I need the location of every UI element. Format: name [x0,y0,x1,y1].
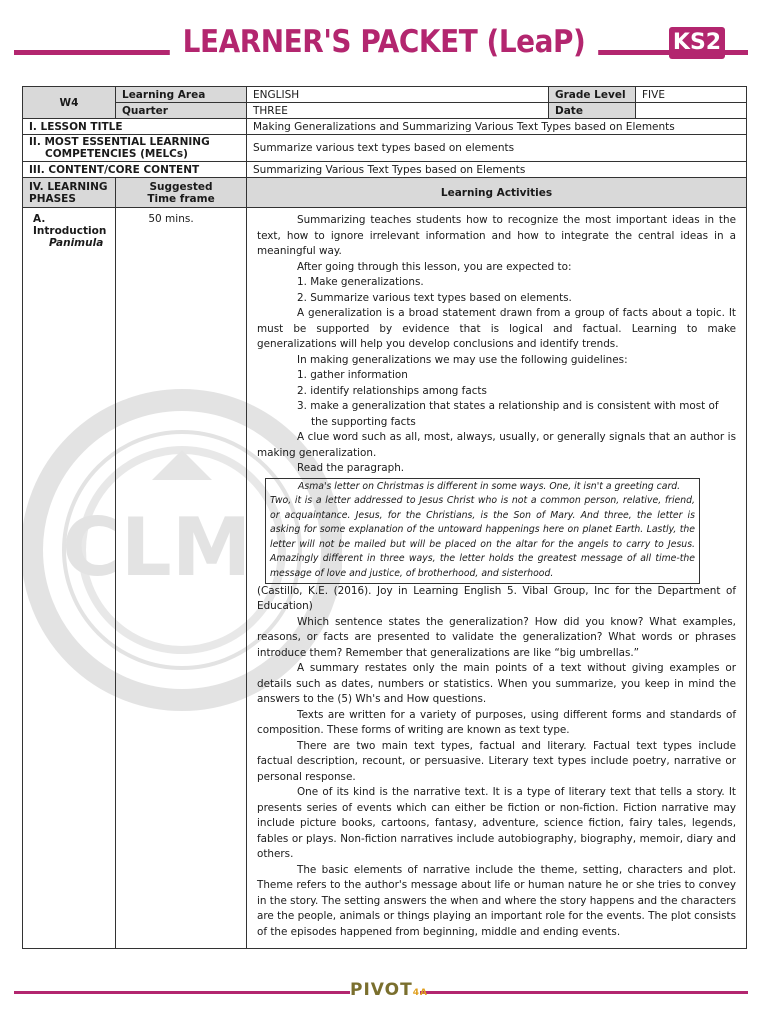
paragraph-read-instruction: Read the paragraph. [297,462,405,474]
paragraph-summary-definition: A summary restates only the main points of a text without giving examples or details such as dates, numbers or statistics. When you summarize, you keep in mind the answers to the (5) Wh's and How questions. [257,662,736,706]
learning-activities-content [247,208,747,949]
phase-introduction-title: A. Introduction [33,213,107,237]
phase-introduction [23,208,116,949]
guideline-item: 1. gather information [297,369,408,381]
melc-label-line2: COMPETENCIES (MELCs) [45,148,188,160]
lesson-title-value: Making Generalizations and Summarizing Various Text Types based on Elements [247,119,747,135]
paragraph-objectives-lead: After going through this lesson, you are expected to: [297,260,572,273]
time-frame-header-line2: Time frame [147,192,215,205]
passage-citation: (Castillo, K.E. (2016). Joy in Learning English 5. Vibal Group, Inc for the Department of Education) [257,584,736,613]
lesson-title-label: I. LESSON TITLE [23,119,247,135]
learning-area-label: Learning Area [116,87,247,103]
learning-area-value: ENGLISH [247,87,549,103]
paragraph-summarizing-intro: Summarizing teaches students how to recognize the most important ideas in the text, how to ignore irrelevant information and how to integrate the central ideas in a meaningful way. [257,214,736,257]
learning-phases-header: IV. LEARNING PHASES [23,178,116,208]
pivot-logo [350,980,428,1000]
date-value [636,103,747,119]
packet-title: LEARNER'S PACKET (LeaP) [38,24,729,60]
paragraph-narrative-elements: The basic elements of narrative include the theme, setting, characters and plot. Theme refers to the author's message about life or human nature he or she tries to convey in the story. The setting answers the when and where the story happens and the characters are the people, animals or things playing an important role for the events. The plot consists of the episodes happened from beginning, middle and ending events. [257,863,736,938]
paragraph-text-types-intro: Texts are written for a variety of purposes, using different forms and standards of composition. These forms of writing are known as text type. [257,708,736,737]
melc-label [23,135,247,162]
reading-passage-box [265,478,700,584]
paragraph-clue-words: A clue word such as all, most, always, usually, or generally signals that an author is making generalization. [257,431,736,459]
melc-label-line1: II. MOST ESSENTIAL LEARNING [29,136,210,148]
key-stage-badge: KS2 [669,27,725,59]
time-frame-header [116,178,247,208]
paragraph-main-text-types: There are two main text types, factual and literary. Factual text types include factual description, recount, or persuasive. Literary text types include poetry, narrative or personal response. [257,739,736,783]
content-label: III. CONTENT/CORE CONTENT [23,162,247,178]
guideline-item-continued: the supporting facts [311,415,416,428]
objective-item: 2. Summarize various text types based on elements. [297,291,572,304]
grade-level-label: Grade Level [549,87,636,103]
phase-introduction-time: 50 mins. [116,208,247,949]
quarter-label: Quarter [116,103,247,119]
melc-value: Summarize various text types based on elements [247,135,747,162]
paragraph-generalization-questions: Which sentence states the generalization? How did you know? What examples, reasons, or facts are presented to validate the generalization? What words or phrases introduce them? Remember that generalizations are like “big umbrellas.” [257,615,736,659]
learning-activities-header: Learning Activities [247,178,747,208]
reading-passage-line1: Asma's letter on Christmas is different in some ways. One, it isn't a greeting card. [298,480,681,492]
content-value: Summarizing Various Text Types based on Elements [247,162,747,178]
week-cell: W4 [23,87,116,119]
paragraph-narrative-text: One of its kind is the narrative text. It is a type of literary text that tells a story. It presents series of events which can either be fiction or non-fiction. Fiction narrative may include picture books, cartoons, fantasy, adventure, science fiction, fairy tales, legends, fables or plays. Non-fiction narratives include autobiography, biography, memoir, diary and others. [257,786,736,861]
guideline-item: 2. identify relationships among facts [297,384,487,397]
objective-item: 1. Make generalizations. [297,276,424,288]
lesson-table [22,86,747,949]
time-frame-header-line1: Suggested [149,180,213,193]
paragraph-guidelines-lead: In making generalizations we may use the following guidelines: [297,353,628,366]
date-label: Date [549,103,636,119]
pivot-logo-accent: 4A [412,988,428,998]
guideline-item: 3. make a generalization that states a relationship and is consistent with most of [297,400,719,412]
phase-introduction-subtitle: Panimula [49,237,104,249]
watermark-text: CLM [62,501,252,594]
quarter-value: THREE [247,103,549,119]
paragraph-generalization-definition: A generalization is a broad statement drawn from a group of facts about a topic. It must be supported by evidence that is logical and factual. Learning to make generalizations will help you develop conclusions and identify trends. [257,307,736,350]
pivot-logo-text: PIVOT [350,980,413,1000]
reading-passage-body: Two, it is a letter addressed to Jesus Christ who is not a common person, relative, friend, or acquaintance. Jesus, for the Christians, is the Son of Mary. And three, the letter is asking for some explanation of the untoward happenings here on planet Earth. Lastly, the letter will not be mailed but will be placed on the altar for the angels to carry to Jesus. Amazingly different in three ways, the letter holds the greatest message of all time-the message of love and justice, of brotherhood, and sisterhood. [270,495,695,580]
grade-level-value: FIVE [636,87,747,103]
